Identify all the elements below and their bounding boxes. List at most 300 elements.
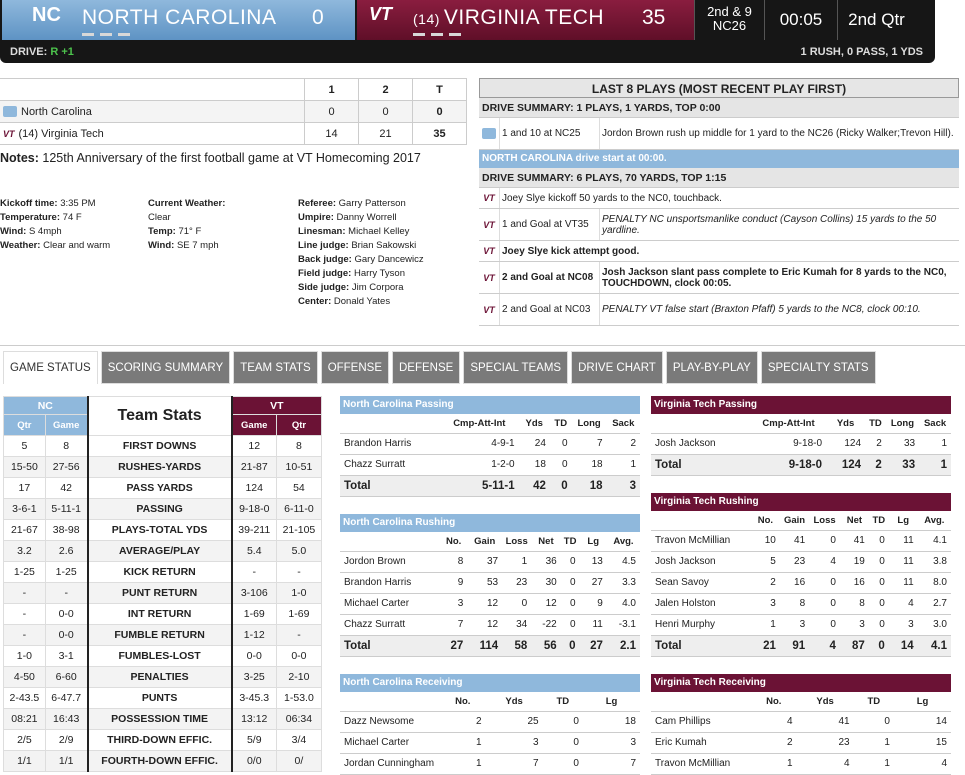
stat-value: 4 (751, 711, 797, 732)
team-stat-row (4, 709, 322, 730)
stat-value: 12 (232, 436, 277, 457)
stat-row (340, 732, 640, 753)
home-team-panel (2, 0, 355, 40)
stat-value: 91 (780, 635, 809, 656)
stat-value: 87 (840, 635, 869, 656)
stat-value: 0 (869, 572, 889, 593)
vt-passing (651, 396, 951, 476)
stat-value: 21-67 (4, 520, 46, 541)
stat-value: 3.0 (918, 614, 951, 635)
play-row (479, 262, 959, 294)
stat-value: 11 (889, 530, 918, 551)
stat-value: 0-0 (45, 625, 87, 646)
stat-value: 27 (580, 635, 607, 656)
away-rank: (14) (413, 11, 440, 27)
col-header: Yds (486, 692, 543, 711)
info-line (148, 225, 225, 239)
stat-value: 4 (809, 635, 840, 656)
stat-value: 23 (502, 572, 531, 593)
play-text: Joey Slye kickoff 50 yards to the NC0, touchback. (499, 188, 959, 208)
info-label: Linesman: (298, 226, 346, 237)
stat-value: 3-45.3 (232, 688, 277, 709)
vt-header: VT (232, 397, 322, 415)
col-header: Loss (502, 532, 531, 551)
info-value: Harry Tyson (353, 268, 405, 279)
info-value: Michael Kelley (348, 226, 410, 237)
spot-text: NC26 (712, 18, 747, 33)
col-header: TD (869, 511, 889, 530)
nc-game-header: Game (45, 415, 87, 436)
col-header: TD (561, 532, 580, 551)
col-header: Sack (607, 414, 640, 433)
col-header: No. (751, 692, 797, 711)
stat-label: THIRD-DOWN EFFIC. (88, 730, 232, 751)
stat-label: POSSESSION TIME (88, 709, 232, 730)
player-name: Jalen Holston (651, 593, 751, 614)
stat-value: 12 (531, 593, 560, 614)
stat-label: FIRST DOWNS (88, 436, 232, 457)
stat-value: 24 (519, 433, 550, 454)
play-text: PENALTY VT false start (Braxton Pfaff) 5 yards to the NC8, clock 00:10. (599, 294, 959, 325)
stat-value: 0/0 (232, 751, 277, 772)
officials (298, 197, 424, 309)
col-header: Net (840, 511, 869, 530)
team-stat-row (4, 520, 322, 541)
tab-bar (3, 351, 876, 384)
game-notes (0, 150, 470, 167)
info-value: S 4mph (28, 226, 62, 237)
stat-value: 18 (572, 475, 607, 496)
col-header: Yds (797, 692, 854, 711)
team-stat-row (4, 646, 322, 667)
stat-value: -3.1 (607, 614, 640, 635)
stat-value: 5-11-1 (440, 475, 519, 496)
drive-label: DRIVE: (10, 46, 48, 58)
stat-row (651, 614, 951, 635)
stat-value: 3 (780, 614, 809, 635)
stat-value: 2 (865, 454, 886, 475)
stat-value: 2-43.5 (4, 688, 46, 709)
away-team-name (413, 6, 604, 30)
tab-drive-chart[interactable]: DRIVE CHART (571, 351, 663, 384)
info-value: SE 7 mph (176, 240, 219, 251)
away-team-panel (357, 0, 694, 40)
tab-specialty-stats[interactable]: SPECIALTY STATS (761, 351, 876, 384)
nc-header: NC (4, 397, 88, 415)
stat-value: 0 (550, 475, 572, 496)
stat-value: 0 (543, 711, 583, 732)
drive-summary: DRIVE SUMMARY: 1 PLAYS, 1 YARDS, TOP 0:00 (479, 98, 959, 118)
team-stat-row (4, 457, 322, 478)
stat-value: - (45, 583, 87, 604)
col-header: Yds (826, 414, 865, 433)
stat-value: 0 (543, 732, 583, 753)
stat-value: 3 (889, 614, 918, 635)
info-value: Jim Corpora (351, 282, 404, 293)
stat-value: 33 (886, 454, 919, 475)
stat-label: FUMBLE RETURN (88, 625, 232, 646)
info-label: Umpire: (298, 212, 334, 223)
stat-value: 42 (45, 478, 87, 499)
stat-value: 0 (809, 593, 840, 614)
team-stat-row (4, 478, 322, 499)
stat-value: 1-53.0 (276, 688, 321, 709)
away-timeouts (413, 33, 461, 36)
tab-offense[interactable]: OFFENSE (321, 351, 389, 384)
stat-value: 4.1 (918, 635, 951, 656)
col-header: Long (572, 414, 607, 433)
tab-special-teams[interactable]: SPECIAL TEAMS (463, 351, 568, 384)
drive-summary: DRIVE SUMMARY: 6 PLAYS, 70 YARDS, TOP 1:15 (479, 168, 959, 188)
stat-value: 53 (467, 572, 502, 593)
stat-value: 3 (583, 732, 640, 753)
stat-value: 7 (583, 753, 640, 774)
down-text: 2nd & 9 (707, 4, 752, 19)
info-value: Brian Sakowski (351, 240, 417, 251)
tab-game-status[interactable]: GAME STATUS (3, 351, 98, 384)
stat-value: 4-50 (4, 667, 46, 688)
play-row (479, 188, 959, 209)
player-name: Total (340, 635, 440, 656)
team-stat-row (4, 562, 322, 583)
stat-value: 12 (467, 593, 502, 614)
stat-value: 56 (531, 635, 560, 656)
stat-value: 2/5 (4, 730, 46, 751)
col-header: Gain (467, 532, 502, 551)
stat-value: 4 (889, 593, 918, 614)
stat-value: 4 (797, 753, 854, 774)
stat-value: 4.1 (918, 530, 951, 551)
col-header: Lg (889, 511, 918, 530)
total-score: 35 (413, 123, 467, 145)
stat-value: 21-105 (276, 520, 321, 541)
stat-value: 0 (543, 753, 583, 774)
play-text: Josh Jackson slant pass complete to Eric Kumah for 8 yards to the NC0, TOUCHDOWN, clock 00:05. (599, 262, 959, 293)
stat-value: 15 (894, 732, 951, 753)
stat-row (651, 753, 951, 774)
stat-value: 1 (440, 732, 486, 753)
stat-row (340, 433, 640, 454)
info-value: Danny Worrell (336, 212, 397, 223)
stat-value: 16:43 (45, 709, 87, 730)
stat-value: - (232, 562, 277, 583)
stat-label: PASS YARDS (88, 478, 232, 499)
stat-value: 41 (780, 530, 809, 551)
stat-value: 18 (583, 711, 640, 732)
stat-value: 11 (889, 572, 918, 593)
stat-value: 0-0 (276, 646, 321, 667)
stat-value: 1 (607, 454, 640, 475)
stat-value: 4.5 (607, 551, 640, 572)
tab-play-by-play[interactable]: PLAY-BY-PLAY (666, 351, 758, 384)
stat-value: 3 (486, 732, 543, 753)
stat-value: 27 (580, 572, 607, 593)
stat-value: 42 (519, 475, 550, 496)
info-value: 3:35 PM (60, 198, 96, 209)
stat-value: 2 (751, 732, 797, 753)
player-name: Brandon Harris (340, 433, 440, 454)
stat-value: 13 (580, 551, 607, 572)
stat-value: 5.0 (276, 541, 321, 562)
stat-value: 0 (809, 572, 840, 593)
tab-scoring-summary[interactable]: SCORING SUMMARY (101, 351, 230, 384)
stat-row (340, 593, 640, 614)
player-name: Brandon Harris (340, 572, 440, 593)
scoreboard (0, 0, 935, 63)
stat-value: 1 (751, 614, 780, 635)
stat-value: 37 (467, 551, 502, 572)
stat-value: 124 (826, 454, 865, 475)
stat-value: 0 (550, 454, 572, 475)
stat-value: 8 (440, 551, 467, 572)
q1-score: 14 (305, 123, 359, 145)
play-down: 1 and 10 at NC25 (499, 118, 599, 149)
stat-value: 1-69 (276, 604, 321, 625)
stat-value: 27 (440, 635, 467, 656)
stat-value: 1 (919, 454, 951, 475)
info-line (298, 211, 424, 225)
stat-value: 1 (440, 753, 486, 774)
play-text: Jordon Brown rush up middle for 1 yard to the NC26 (Ricky Walker;Trevon Hill). (599, 118, 959, 149)
stat-value: 0 (561, 551, 580, 572)
team-stat-row (4, 751, 322, 772)
player-name: Michael Carter (340, 593, 440, 614)
stat-value: 1-25 (45, 562, 87, 583)
stat-label: AVERAGE/PLAY (88, 541, 232, 562)
stat-label: PLAYS-TOTAL YDS (88, 520, 232, 541)
info-value: Donald Yates (333, 296, 391, 307)
stat-value: 2 (751, 572, 780, 593)
info-line (298, 253, 424, 267)
info-value: 71° F (178, 226, 202, 237)
stat-label: RUSHES-YARDS (88, 457, 232, 478)
stat-value: 14 (894, 711, 951, 732)
stat-value: 8 (276, 436, 321, 457)
stat-value: 0-0 (45, 604, 87, 625)
col-header: Loss (809, 511, 840, 530)
stat-row (340, 635, 640, 656)
stat-value: 41 (797, 711, 854, 732)
info-line (0, 239, 110, 253)
stat-row (340, 572, 640, 593)
team-stat-row (4, 604, 322, 625)
box-title: North Carolina Receiving (340, 674, 640, 692)
stat-value: 9-18-0 (232, 499, 277, 520)
col-header: Lg (583, 692, 640, 711)
player-name: Eric Kumah (651, 732, 751, 753)
vt-logo-icon: VT (369, 4, 393, 24)
vt-logo-icon: VT (483, 219, 495, 230)
stat-value: 0 (561, 635, 580, 656)
stat-value: 18 (572, 454, 607, 475)
col-header (651, 511, 751, 530)
stat-value: 3 (440, 593, 467, 614)
info-label: Referee: (298, 198, 337, 209)
stat-value: 0 (869, 635, 889, 656)
stat-value: 27-56 (45, 457, 87, 478)
player-name: Henri Murphy (651, 614, 751, 635)
stat-value: 36 (531, 551, 560, 572)
stat-value: - (276, 625, 321, 646)
stat-label: PUNT RETURN (88, 583, 232, 604)
stat-value: 3-6-1 (4, 499, 46, 520)
stat-value: 10-51 (276, 457, 321, 478)
stat-value: 0 (809, 530, 840, 551)
stat-value: 3-106 (232, 583, 277, 604)
info-label: Side judge: (298, 282, 350, 293)
info-label: Field judge: (298, 268, 352, 279)
play-text: Joey Slye kick attempt good. (499, 241, 959, 261)
stat-value: 2 (607, 433, 640, 454)
nc-rushing (340, 514, 640, 657)
stat-value: 124 (826, 433, 865, 454)
stat-label: PASSING (88, 499, 232, 520)
stat-value: 21 (751, 635, 780, 656)
stat-value: 7 (486, 753, 543, 774)
team-stats-table (3, 396, 322, 772)
info-line (0, 197, 110, 211)
info-value: Gary Dancewicz (354, 254, 424, 265)
stat-value: 6-60 (45, 667, 87, 688)
play-row (479, 209, 959, 241)
drive-value: R +1 (50, 46, 74, 58)
home-timeouts (82, 33, 130, 36)
stat-value: 8 (45, 436, 87, 457)
info-line (298, 267, 424, 281)
info-value: 74 F (62, 212, 82, 223)
tab-team-stats[interactable]: TEAM STATS (233, 351, 318, 384)
last-8-title: LAST 8 PLAYS (MOST RECENT PLAY FIRST) (479, 78, 959, 98)
drive-summary: 1 RUSH, 0 PASS, 1 YDS (800, 46, 923, 58)
stat-value: 15-50 (4, 457, 46, 478)
stat-value: 7 (572, 433, 607, 454)
stat-value: 6-47.7 (45, 688, 87, 709)
stat-value: 0 (809, 614, 840, 635)
stat-row (340, 614, 640, 635)
nc-qtr-header: Qtr (4, 415, 46, 436)
tab-defense[interactable]: DEFENSE (392, 351, 460, 384)
play-row (479, 118, 959, 150)
player-name: Total (651, 454, 751, 475)
play-down: 1 and Goal at VT35 (499, 209, 599, 240)
play-down: 2 and Goal at NC08 (499, 262, 599, 293)
linescore-header: 1 (305, 79, 359, 101)
stat-label: KICK RETURN (88, 562, 232, 583)
team-stat-row (4, 730, 322, 751)
stat-value: - (4, 583, 46, 604)
team-stat-row (4, 625, 322, 646)
player-name: Travon McMillian (651, 753, 751, 774)
col-header: Avg. (607, 532, 640, 551)
stat-value: 5 (751, 551, 780, 572)
stat-row (340, 551, 640, 572)
info-label: Wind: (148, 240, 175, 251)
col-header (340, 692, 440, 711)
box-title: North Carolina Passing (340, 396, 640, 414)
stat-row (340, 454, 640, 475)
stat-label: FUMBLES-LOST (88, 646, 232, 667)
player-name: Josh Jackson (651, 551, 751, 572)
stat-value: 58 (502, 635, 531, 656)
player-name: Travon McMillian (651, 530, 751, 551)
divider (0, 345, 965, 346)
stat-value: 2.1 (607, 635, 640, 656)
stat-row (340, 475, 640, 496)
stat-value: - (4, 604, 46, 625)
info-label: Weather: (0, 240, 41, 251)
player-name: Jordan Cunningham (340, 753, 440, 774)
quarter: 2nd Qtr (837, 0, 915, 40)
vt-receiving (651, 674, 951, 775)
stat-row (651, 454, 951, 475)
stat-value: 1/1 (45, 751, 87, 772)
stat-value: 0 (869, 614, 889, 635)
total-score: 0 (413, 101, 467, 123)
info-label: Line judge: (298, 240, 349, 251)
stat-label: FOURTH-DOWN EFFIC. (88, 751, 232, 772)
stat-value: 34 (502, 614, 531, 635)
stat-value: 30 (531, 572, 560, 593)
game-info-col1 (0, 197, 110, 253)
col-header (651, 692, 751, 711)
stat-value: 5 (4, 436, 46, 457)
drive-start: NORTH CAROLINA drive start at 00:00. (479, 150, 959, 168)
col-header: No. (440, 692, 486, 711)
stat-value: 17 (4, 478, 46, 499)
nc-passing (340, 396, 640, 497)
stat-row (340, 711, 640, 732)
nc-logo-icon: NC (32, 4, 61, 26)
stat-value: 7 (440, 614, 467, 635)
stat-value: 1 (751, 753, 797, 774)
down-distance (694, 0, 764, 40)
stat-value: 1/1 (4, 751, 46, 772)
player-name: Josh Jackson (651, 433, 751, 454)
team-stat-row (4, 667, 322, 688)
stat-value: 1 (502, 551, 531, 572)
col-header: No. (751, 511, 780, 530)
stat-value: 21-87 (232, 457, 277, 478)
stat-value: - (4, 625, 46, 646)
info-line (298, 295, 424, 309)
stat-value: 0-0 (232, 646, 277, 667)
stat-value: 1-2-0 (440, 454, 519, 475)
q2-score: 21 (359, 123, 413, 145)
info-line (148, 239, 225, 253)
col-header: Gain (780, 511, 809, 530)
col-header: Lg (580, 532, 607, 551)
col-header: Cmp-Att-Int (440, 414, 519, 433)
stat-value: 41 (840, 530, 869, 551)
info-line (298, 197, 424, 211)
stat-value: 38-98 (45, 520, 87, 541)
col-header: Net (531, 532, 560, 551)
play-down: 2 and Goal at NC03 (499, 294, 599, 325)
stat-value: 0 (561, 572, 580, 593)
stat-value: 124 (232, 478, 277, 499)
info-line (148, 197, 225, 211)
stat-label: INT RETURN (88, 604, 232, 625)
stat-value: 1-69 (232, 604, 277, 625)
col-header: TD (550, 414, 572, 433)
stat-value: 3 (751, 593, 780, 614)
linescore-row (0, 101, 467, 123)
linescore-header-team (0, 79, 305, 101)
info-label: Temperature: (0, 212, 61, 223)
info-value: Clear (148, 212, 171, 223)
stat-value: 9-18-0 (751, 433, 826, 454)
box-title: Virginia Tech Passing (651, 396, 951, 414)
